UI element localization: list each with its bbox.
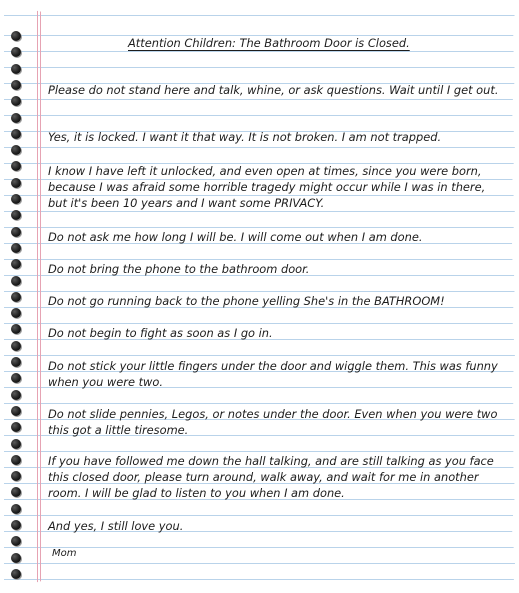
paragraph-pennies: Do not slide pennies, Legos, or notes under the door. Even when you were two this got a little tiresome. <box>48 407 498 437</box>
paragraph-privacy: I know I have left it unlocked, and even open at times, since you were born, because I was afraid some horrible tragedy might occur while I was in there, but it's been 10 years and I want some PRIVACY. <box>48 164 486 210</box>
binder-hole-icon <box>11 31 21 41</box>
binder-hole-icon <box>11 439 21 449</box>
paragraph-wait: Please do not stand here and talk, whine, or ask questions. Wait until I get out. <box>48 83 499 97</box>
binder-hole-icon <box>11 194 21 204</box>
binder-hole-icon <box>11 569 21 579</box>
binder-hole-icon <box>11 178 21 188</box>
note-title: Attention Children: The Bathroom Door is Closed. <box>128 36 410 50</box>
binder-hole-icon <box>11 357 21 367</box>
binder-hole-icon <box>11 390 21 400</box>
paragraph-how-long: Do not ask me how long I will be. I will come out when I am done. <box>48 230 423 244</box>
paragraph-fight: Do not begin to fight as soon as I go in. <box>48 326 273 340</box>
binder-hole-icon <box>11 113 21 123</box>
binder-hole-icon <box>11 341 21 351</box>
paragraph-fingers: Do not stick your little fingers under the door and wiggle them. This was funny when you were two. <box>48 359 498 389</box>
binder-hole-icon <box>11 406 21 416</box>
paragraph-locked: Yes, it is locked. I want it that way. It is not broken. I am not trapped. <box>48 130 442 144</box>
paragraph-hallway: If you have followed me down the hall talking, and are still talking as you face this closed door, please turn around, walk away, and wait for me in another room. I will be glad to listen to you when I am done. <box>48 454 494 500</box>
binder-hole-icon <box>11 520 21 530</box>
binder-hole-icon <box>11 64 21 74</box>
binder-hole-icon <box>11 455 21 465</box>
margin-line <box>37 6 38 586</box>
binder-hole-icon <box>11 504 21 514</box>
binder-hole-icon <box>11 227 21 237</box>
paragraph-love: And yes, I still love you. <box>48 519 184 533</box>
binder-hole-icon <box>11 276 21 286</box>
paragraph-yelling: Do not go running back to the phone yelling She's in the BATHROOM! <box>48 294 445 308</box>
binder-hole-icon <box>11 129 21 139</box>
binder-hole-icon <box>11 292 21 302</box>
binder-hole-icon <box>11 243 21 253</box>
binder-hole-icon <box>11 553 21 563</box>
binder-hole-icon <box>11 80 21 90</box>
paragraph-phone: Do not bring the phone to the bathroom door. <box>48 262 310 276</box>
margin-line-inner <box>40 6 41 586</box>
signature: Mom <box>52 548 77 559</box>
